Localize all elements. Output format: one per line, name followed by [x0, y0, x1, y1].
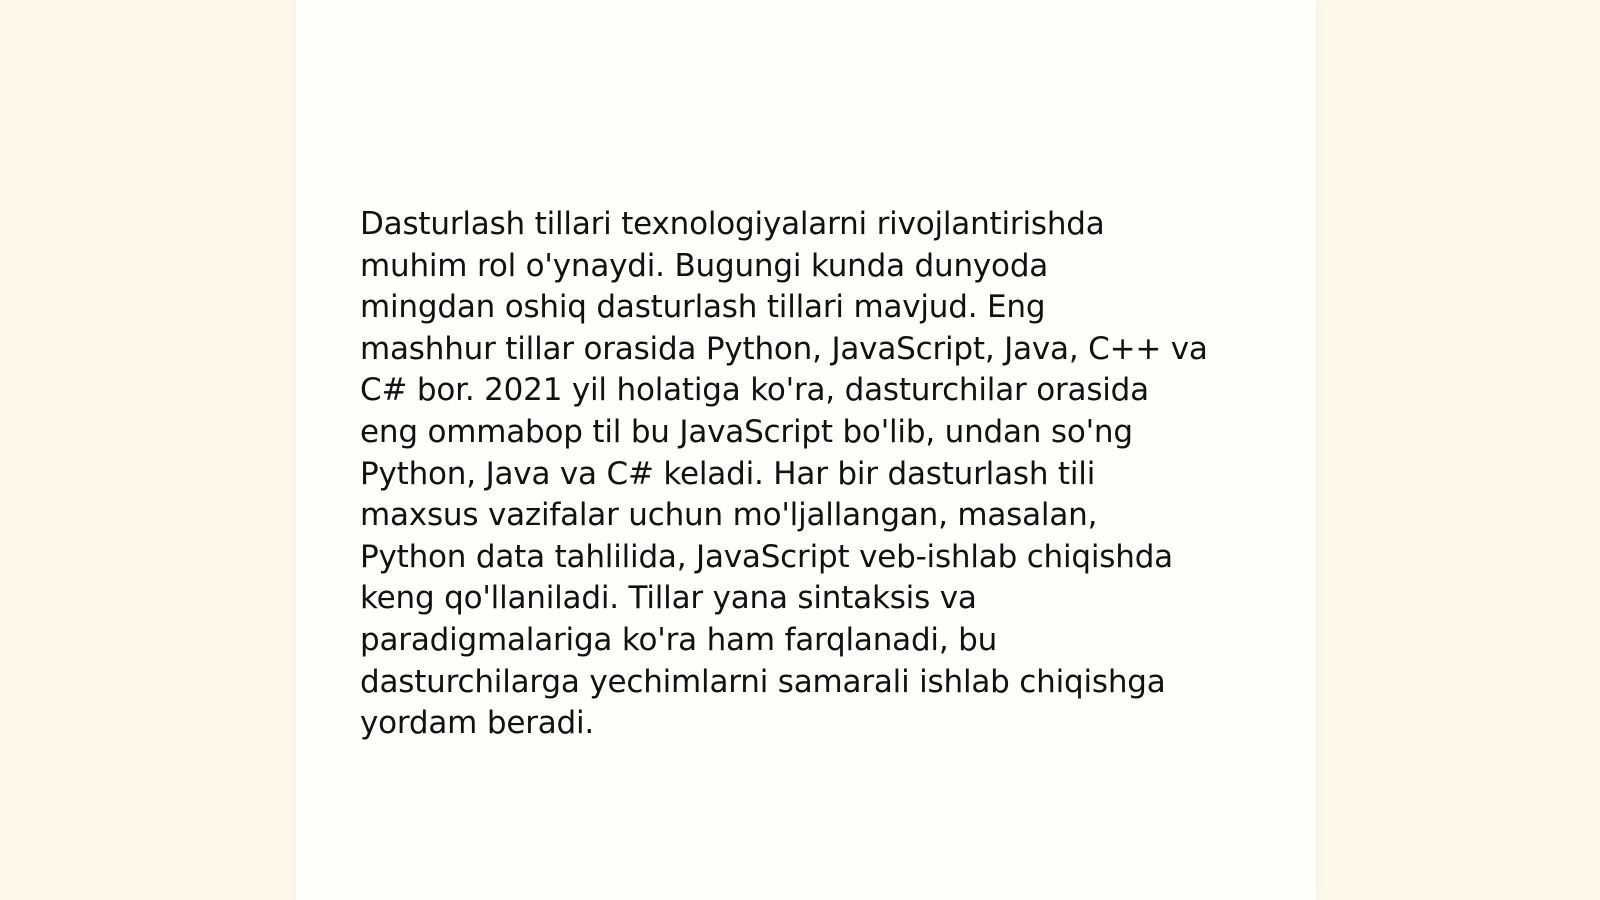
paragraph-line-1: Dasturlash tillari texnologiyalarni rivojlantirishda — [360, 206, 1105, 242]
paragraph-line-2: muhim rol o'ynaydi. Bugungi kunda dunyoda — [360, 247, 1049, 284]
paragraph-line-10: keng qo'llaniladi. Tillar yana sintaksis va — [360, 580, 977, 617]
paragraph-line-4: mashhur tillar orasida Python, JavaScript, Java, C++ va — [360, 330, 1208, 367]
paragraph-line-8: maxsus vazifalar uchun mo'ljallangan, masalan, — [360, 497, 1098, 534]
paragraph-line-13: yordam beradi. — [360, 705, 595, 742]
paragraph-line-9: Python data tahlilida, JavaScript veb-ishlab chiqishda — [360, 538, 1173, 575]
document-page — [296, 0, 1316, 900]
paragraph-line-3: mingdan oshiq dasturlash tillari mavjud. Eng — [360, 289, 1046, 326]
paragraph-line-11: paradigmalariga ko'ra ham farqlanadi, bu — [360, 621, 998, 658]
paragraph-line-5: C# bor. 2021 yil holatiga ko'ra, dasturchilar orasida — [360, 372, 1149, 409]
paragraph-line-6: eng ommabop til bu JavaScript bo'lib, undan so'ng — [360, 413, 1133, 450]
paragraph-line-12: dasturchilarga yechimlarni samarali ishlab chiqishga — [360, 663, 1166, 700]
paragraph-line-7: Python, Java va C# keladi. Har bir dasturlash tili — [360, 455, 1096, 492]
body-paragraph — [360, 204, 1240, 745]
